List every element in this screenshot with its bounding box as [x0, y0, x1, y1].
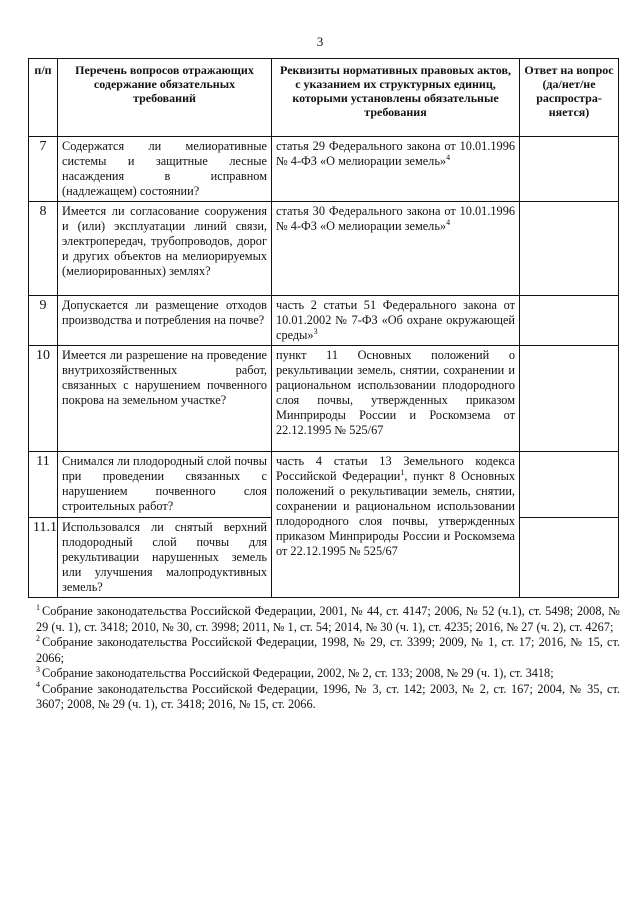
row-question: Содержатся ли мелиоративные системы и защитные лесные насаждения в исправном (надлежащем) состоянии?: [58, 137, 272, 202]
row-answer[interactable]: [520, 296, 619, 346]
footnote-ref: 4: [446, 217, 451, 227]
reference-text: статья 30 Федерального закона от 10.01.1996 № 4-ФЗ «О мелиорации земель»: [276, 204, 515, 233]
footnote-mark: 3: [36, 664, 40, 674]
footnote-ref: 4: [446, 152, 451, 162]
row-reference: [272, 296, 520, 346]
row-answer[interactable]: [520, 137, 619, 202]
footnote: [36, 604, 620, 635]
row-question: Имеется ли разрешение на проведение внутрихозяйственных работ, связанных с нарушением почвенного покрова на земельном участке?: [58, 346, 272, 452]
footnote-ref: 3: [313, 326, 318, 336]
row-reference: пункт 11 Основных положений о рекультивации земель, снятии, сохранении и рациональном использовании плодородного слоя почвы, утвержденных приказом Минприроды России и Роскомзема от 22.12.1995 № 525/67: [272, 346, 520, 452]
table-row: [29, 202, 619, 296]
reference-text: статья 29 Федерального закона от 10.01.1996 № 4-ФЗ «О мелиорации земель»: [276, 139, 515, 168]
header-num: п/п: [29, 59, 58, 137]
row-answer[interactable]: [520, 518, 619, 598]
row-reference: [272, 137, 520, 202]
footnote-text: Собрание законодательства Российской Федерации, 1996, № 3, ст. 142; 2003, № 2, ст. 167; 2004, № 35, ст. 3607; 2008, № 29 (ч. 1), ст. 3418; 2016, № 15, ст. 2066.: [36, 681, 620, 711]
header-question: Перечень вопросов отражающих содержание обязательных требований: [58, 59, 272, 137]
row-num: 8: [29, 202, 58, 296]
row-reference: [272, 452, 520, 598]
footnote-mark: 2: [36, 633, 40, 643]
table-row: [29, 452, 619, 518]
row-question: Имеется ли согласование сооружения и (или) эксплуатации линий связи, электропередач, трубопроводов, дорог и других объектов на мелиорируемых (мелиорированных) землях?: [58, 202, 272, 296]
footnote-text: Собрание законодательства Российской Федерации, 2001, № 44, ст. 4147; 2006, № 52 (ч.1), ст. 5498; 2008, № 29 (ч. 1), ст. 3418; 2010, № 30, ст. 3998; 2011, № 1, ст. 54; 2014, № 30 (ч. 1), ст. 4235; 2016, № 27 (ч. 2), ст. 4267;: [36, 604, 620, 634]
reference-text: часть 2 статьи 51 Федерального закона от 10.01.2002 № 7-ФЗ «Об охране окружающей среды»: [276, 298, 515, 342]
footnote-text: Собрание законодательства Российской Федерации, 1998, № 29, ст. 3399; 2009, № 1, ст. 17; 2016, № 15, ст. 2066;: [36, 635, 620, 665]
table-row: [29, 346, 619, 452]
header-reference: Реквизиты нормативных правовых актов, с указанием их структурных единиц, которыми установлены обязательные требования: [272, 59, 520, 137]
footnote-mark: 1: [36, 602, 40, 612]
footnote: [36, 666, 620, 682]
footnote: [36, 682, 620, 713]
row-question: Использовался ли снятый верхний плодородный слой почвы для рекультивации нарушенных земель или улучшения малопродуктивных земель?: [58, 518, 272, 598]
requirements-table: [28, 58, 619, 598]
table-header-row: [29, 59, 619, 137]
header-answer: Ответ на вопрос (да/нет/не распростра-няется): [520, 59, 619, 137]
footnotes: [36, 604, 620, 713]
table-row: [29, 296, 619, 346]
row-answer[interactable]: [520, 452, 619, 518]
reference-text: часть 4 статьи 13 Земельного кодекса Российской Федерации: [276, 454, 515, 483]
row-answer[interactable]: [520, 346, 619, 452]
row-num: 10: [29, 346, 58, 452]
table-row: [29, 137, 619, 202]
row-question: Допускается ли размещение отходов производства и потребления на почве?: [58, 296, 272, 346]
row-num: 11.1: [29, 518, 58, 598]
footnote-mark: 4: [36, 680, 40, 690]
row-num: 9: [29, 296, 58, 346]
footnote-ref: 1: [400, 467, 405, 477]
footnote: [36, 635, 620, 666]
reference-text-cont: , пункт 8 Основных положений о рекультивации земель, снятии, сохранении и рациональном использовании плодородного слоя почвы, утвержденных приказом Минприроды России и Роскомзема от 22.12.1995 № 525/67: [276, 469, 515, 558]
row-question: Снимался ли плодородный слой почвы при проведении связанных с нарушением почвенного слоя строительных работ?: [58, 452, 272, 518]
row-answer[interactable]: [520, 202, 619, 296]
row-num: 7: [29, 137, 58, 202]
page-number: 3: [316, 34, 324, 49]
row-num: 11: [29, 452, 58, 518]
row-reference: [272, 202, 520, 296]
footnote-text: Собрание законодательства Российской Федерации, 2002, № 2, ст. 133; 2008, № 29 (ч. 1), ст. 3418;: [42, 666, 554, 680]
